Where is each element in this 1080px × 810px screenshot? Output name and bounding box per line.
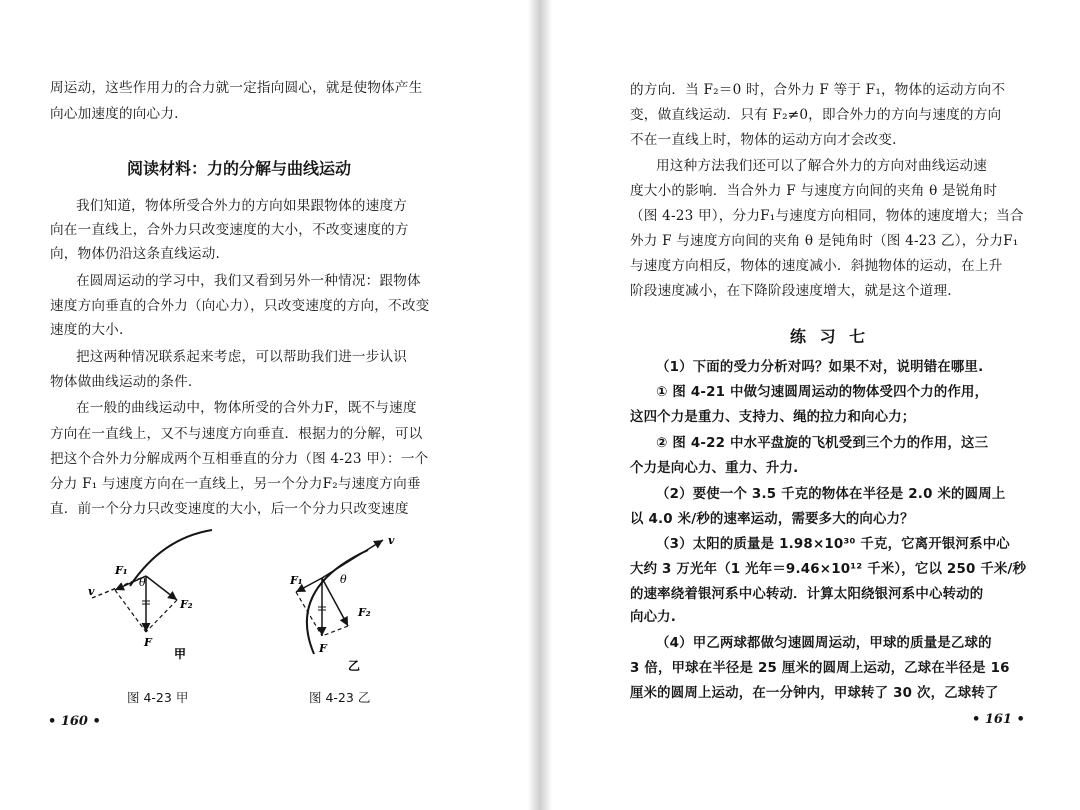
exercise-line: 这四个力是重力、支持力、绳的拉力和向心力； xyxy=(630,410,916,425)
exercise-line: 以 4.0 米/秒的速率运动，需要多大的向心力？ xyxy=(630,512,914,527)
body-line: 阶段速度减小，在下降阶段速度增大，就是这个道理. xyxy=(630,283,952,299)
label-f2: F₂ xyxy=(180,598,193,611)
book-gutter xyxy=(528,0,552,810)
exercise-line: 厘米的圆周上运动，在一分钟内，甲球转了 30 次，乙球转了 xyxy=(630,686,999,701)
body-line: 不在一直线上时，物体的运动方向才会改变. xyxy=(630,132,897,148)
body-line: 方向在一直线上，又不与速度方向垂直．根据力的分解，可以 xyxy=(50,426,423,442)
exercise-line: ① 图 4-21 中做匀速圆周运动的物体受四个力的作用， xyxy=(656,385,989,400)
label-f: F xyxy=(144,636,152,649)
label-f: F xyxy=(319,642,327,655)
figure-4-23-b xyxy=(278,528,410,678)
label-v: v xyxy=(88,585,95,598)
section-title: 阅读材料：力的分解与曲线运动 xyxy=(127,159,352,178)
label-v: v xyxy=(388,534,395,547)
body-line: 向，物体仍沿这条直线运动. xyxy=(50,246,221,262)
exercise-title: 练 习 七 xyxy=(790,327,870,346)
body-line: 速度的大小. xyxy=(50,322,124,338)
trajectory-curve xyxy=(307,550,368,654)
exercise-line: （3）太阳的质量是 1.98×10³⁰ 千克，它离开银河系中心 xyxy=(656,537,1010,552)
velocity-arrow xyxy=(322,540,383,578)
force-f2-arrow xyxy=(146,576,177,600)
exercise-line: （4）甲乙两球都做匀速圆周运动，甲球的质量是乙球的 xyxy=(656,636,992,651)
right-page xyxy=(552,0,1080,810)
body-line: 物体做曲线运动的条件. xyxy=(50,374,193,390)
exercise-line: （2）要使一个 3.5 千克的物体在半径是 2.0 米的圆周上 xyxy=(656,487,1006,502)
label-yi: 乙 xyxy=(348,659,361,673)
label-f2: F₂ xyxy=(358,606,371,619)
body-line: 速度方向垂直的合外力（向心力），只改变速度的方向，不改变 xyxy=(50,298,430,314)
body-line: 度大小的影响．当合外力 F 与速度方向间的夹角 θ 是锐角时 xyxy=(630,183,998,199)
figure-caption-a: 图 4-23 甲 xyxy=(127,690,189,705)
body-line: 变，做直线运动．只有 F₂≠0，即合外力的方向与速度的方向 xyxy=(630,107,1002,123)
exercise-line: 个力是向心力、重力、升力. xyxy=(630,461,799,476)
page-number: • 160 • xyxy=(48,714,101,729)
body-line: 在一般的曲线运动中，物体所受的合外力F，既不与速度 xyxy=(76,400,417,416)
body-line: 的方向．当 F₂＝0 时，合外力 F 等于 F₁，物体的运动方向不 xyxy=(630,82,1006,98)
label-f1: F₁ xyxy=(115,564,128,577)
label-theta: θ xyxy=(340,573,347,586)
left-page xyxy=(0,0,528,810)
exercise-line: 3 倍，甲球在半径是 25 厘米的圆周上运动，乙球在半径是 16 xyxy=(630,661,1010,676)
page-number: • 161 • xyxy=(972,712,1025,727)
body-line: 向在一直线上，合外力只改变速度的大小，不改变速度的方 xyxy=(50,222,409,238)
exercise-line: ② 图 4-22 中水平盘旋的飞机受到三个力的作用，这三 xyxy=(656,436,989,451)
intro-line: 向心加速度的向心力. xyxy=(50,106,179,122)
body-line: 把这个合外力分解成两个互相垂直的分力（图 4-23 甲）：一个 xyxy=(50,451,429,467)
body-line: 与速度方向相反，物体的速度减小．斜抛物体的运动，在上升 xyxy=(630,258,1003,274)
exercise-line: 的速率绕着银河系中心转动．计算太阳绕银河系中心转动的 xyxy=(630,587,984,602)
label-theta: θ xyxy=(139,576,146,589)
body-line: 分力 F₁ 与速度方向在一直线上，另一个分力F₂与速度方向垂 xyxy=(50,476,421,492)
label-f1: F₁ xyxy=(290,574,303,587)
exercise-line: （1）下面的受力分析对吗？如果不对，说明错在哪里. xyxy=(656,360,984,375)
intro-line: 周运动，这些作用力的合力就一定指向圆心，就是使物体产生 xyxy=(50,80,423,96)
body-line: 外力 F 与速度方向间的夹角 θ 是钝角时（图 4-23 乙），分力F₁ xyxy=(630,233,1019,249)
body-line: 在圆周运动的学习中，我们又看到另外一种情况：跟物体 xyxy=(76,273,421,289)
figure-caption-b: 图 4-23 乙 xyxy=(309,690,371,705)
exercise-line: 大约 3 万光年（1 光年＝9.46×10¹² 千米），它以 250 千米/秒 xyxy=(630,562,1027,577)
body-line: 我们知道，物体所受合外力的方向如果跟物体的速度方 xyxy=(76,198,408,214)
body-line: 用这种方法我们还可以了解合外力的方向对曲线运动速 xyxy=(656,158,988,174)
label-jia: 甲 xyxy=(174,647,187,661)
body-line: 把这两种情况联系起来考虑，可以帮助我们进一步认识 xyxy=(76,349,408,365)
body-line: （图 4-23 甲），分力F₁与速度方向相同，物体的速度增大；当合 xyxy=(630,208,1024,224)
body-line: 直．前一个分力只改变速度的大小，后一个分力只改变速度 xyxy=(50,501,409,517)
exercise-line: 向心力. xyxy=(630,610,677,625)
figure-4-23-a xyxy=(82,528,230,678)
